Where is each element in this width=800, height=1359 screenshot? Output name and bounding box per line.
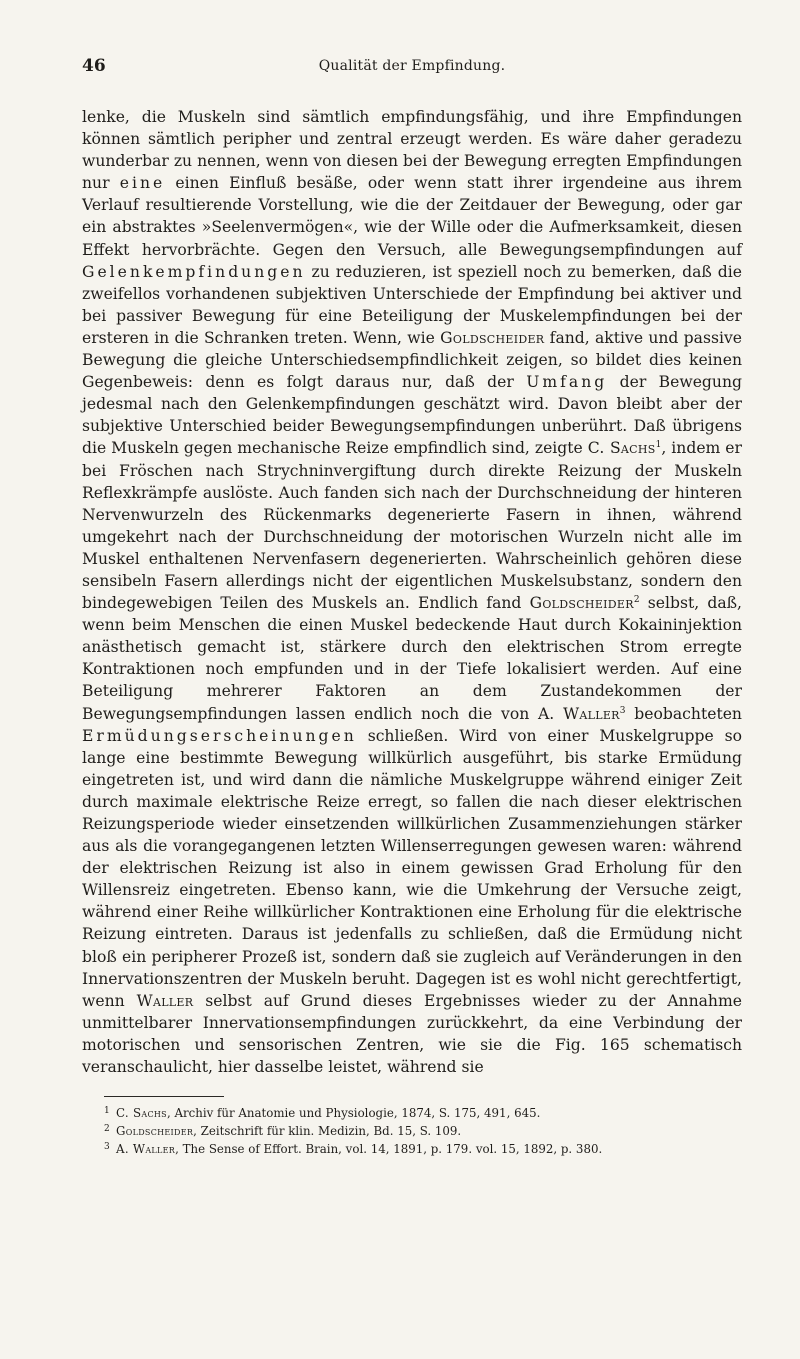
footnotes <box>82 1103 742 1157</box>
footnote-author: A. Waller <box>116 1142 176 1157</box>
footnote-ref: 1 <box>655 440 662 451</box>
text-run: lenke, die Muskeln sind sämtlich empfindungsfähig, und ihre Empfindungen können sämtlich peripher und zentral erzeugt werden. Es wäre daher geradezu wunderbar zu nennen, wenn von diesen bei der Bewegung erregten Empfindungen nur <box>82 108 742 193</box>
text-run: , indem er bei Fröschen nach Strychninvergiftung durch direkte Reizung der Muskeln Reflexkrämpfe auslöste. Auch fanden sich nach der Durchschneidung der hinteren Nervenwurzeln des Rückenmarks degenerierte Fasern in ihnen, während umgekehrt nach der Durchschneidung der motorischen Wurzeln nicht alle im Muskel enthaltenen Nervenfasern degenerierten. Wahrscheinlich gehören diese sensibeln Fasern allerdings nicht der eigentlichen Muskelsubstanz, sondern den bindegewebigen Teilen des Muskels an. Endlich fand <box>82 439 742 613</box>
footnote-divider <box>104 1096 224 1097</box>
footnote-author: C. Sachs <box>116 1106 167 1121</box>
page-number: 46 <box>82 56 106 76</box>
footnote-text: , Archiv für Anatomie und Physiologie, 1874, S. 175, 491, 645. <box>166 1106 541 1121</box>
text-run: schließen. Wird von einer Muskelgruppe so lange eine bestimmte Bewegung willkürlich ausgeführt, bis starke Ermüdung eingetreten ist, und wird dann die nämliche Muskelgruppe während einiger Zeit durch maximale elektrische Reize erregt, so fallen die nach dieser elektrischen Reizungsperiode wieder einsetzenden willkürlichen Zusammenziehungen stärker aus als die vorangegangenen letzten Willenserregungen gewesen waren: während der elektrischen Reizung ist also in einem gewissen Grad Erholung für den Willensreiz eingetreten. Ebenso kann, wie die Umkehrung der Versuche zeigt, während einer Reihe willkürlicher Kontraktionen eine Erholung für die elektrische Reizung eintreten. Daraus ist jedenfalls zu schließen, daß die Ermüdung nicht bloß ein peripherer Prozeß ist, sondern daß sie zugleich auf Veränderungen in den Innervationszentren der Muskeln beruht. Dagegen ist es wohl nicht gerechtfertigt, wenn <box>82 726 742 1010</box>
text-run: zu reduzieren, ist speziell noch zu bemerken, daß die zweifellos vorhandenen subjektiven Unterschiede der Empfindung bei aktiver und bei passiver Bewegung für eine Beteiligung der Muskelempfindungen bei der ersteren in die Schranken treten. Wenn, wie <box>82 262 742 347</box>
footnote-author: Goldscheider <box>116 1124 194 1139</box>
footnote <box>104 1139 742 1157</box>
body-paragraph <box>82 106 742 1078</box>
footnote-ref: 3 <box>619 705 626 716</box>
footnote <box>104 1121 742 1139</box>
author-name: Goldscheider <box>529 594 634 613</box>
text-run: beobachteten <box>625 704 742 723</box>
book-page <box>0 56 800 1359</box>
footnote-mark: 2 <box>104 1124 110 1135</box>
footnote <box>104 1103 742 1121</box>
text-run: einen Einfluß besäße, oder wenn statt ihrer irgendeine aus ihrem Verlauf resultierende Vorstellung, wie die der Zeitdauer der Bewegung, oder gar ein abstraktes »Seelenvermögen«, wie der Wille oder die Aufmerksamkeit, diesen Effekt hervorbrächte. Gegen den Versuch, alle Bewegungsempfindungen auf <box>82 174 742 259</box>
text-run: der Bewegung jedesmal nach den Gelenkempfindungen geschätzt wird. Davon bleibt aber der subjektive Unterschied beider Bewegungsempfindungen unberührt. Daß übrigens die Muskeln gegen mechanische Reize empfindlich sind, zeigte <box>82 373 742 458</box>
emphasized-text: Umfang <box>526 373 608 392</box>
emphasized-text: Gelenkempfindungen <box>82 262 306 281</box>
author-name: C. Sachs <box>587 439 656 458</box>
footnote-mark: 3 <box>104 1142 110 1153</box>
emphasized-text: Ermüdungserscheinungen <box>82 726 357 745</box>
body-text <box>82 106 742 1078</box>
text-run: fand, aktive und passive Bewegung die gleiche Unterschiedsempfindlichkeit zeigen, so bildet dies keinen Gegenbeweis: denn es folgt daraus nur, daß der <box>82 328 742 392</box>
author-name: Waller <box>136 991 194 1010</box>
author-name: Goldscheider <box>440 328 545 347</box>
emphasized-text: eine <box>119 174 166 193</box>
footnote-text: , Zeitschrift für klin. Medizin, Bd. 15, S. 109. <box>193 1124 462 1139</box>
text-run: selbst auf Grund dieses Ergebnisses wieder zu der Annahme unmittelbarer Innervationsempfindungen zurückkehrt, da eine Verbindung der motorischen und sensorischen Zentren, wie sie die Fig. 165 schematisch veranschaulicht, hier dasselbe leistet, während sie <box>82 991 742 1077</box>
running-head: Qualität der Empfindung. <box>318 58 506 74</box>
text-run: selbst, daß, wenn beim Menschen die einen Muskel bedeckende Haut durch Kokaininjektion anästhetisch gemacht ist, stärkere durch den elektrischen Strom erregte Kontraktionen noch empfunden und in der Tiefe lokalisiert werden. Auf eine Beteiligung mehrerer Faktoren an dem Zustandekommen der Bewegungsempfindungen lassen endlich noch die von A. <box>82 594 742 723</box>
footnote-ref: 2 <box>633 595 640 606</box>
footnote-mark: 1 <box>104 1106 110 1117</box>
author-name: Waller <box>563 704 620 723</box>
page-header <box>82 56 742 96</box>
footnote-text: , The Sense of Effort. Brain, vol. 14, 1891, p. 179. vol. 15, 1892, p. 380. <box>175 1142 603 1157</box>
